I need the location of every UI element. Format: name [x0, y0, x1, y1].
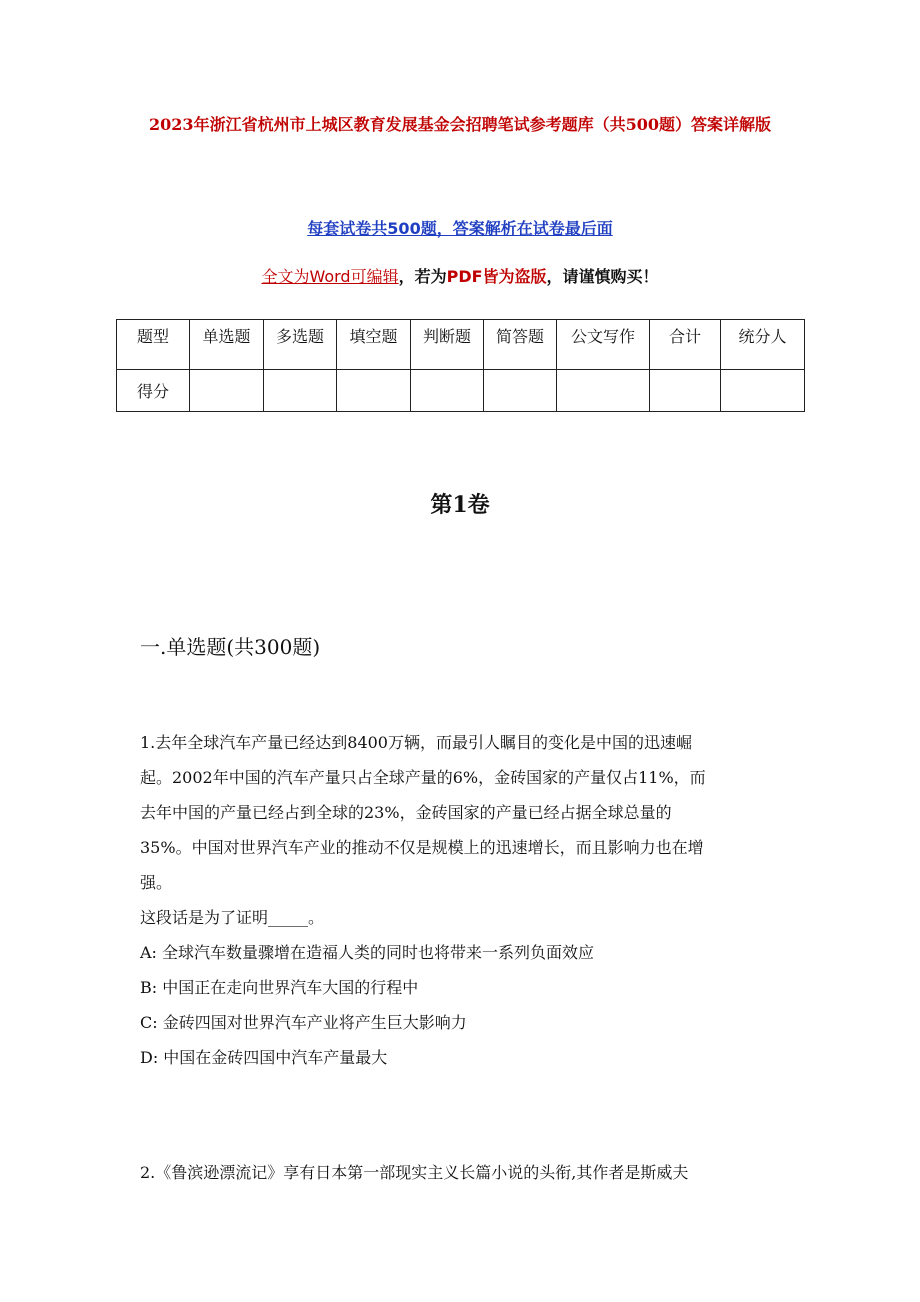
question-1 — [140, 725, 800, 1075]
question-text-line: 2.《鲁滨逊漂流记》享有日本第一部现实主义长篇小说的头衔,其作者是斯威夫 — [140, 1163, 689, 1182]
question-text-line: 强。 — [140, 873, 173, 892]
score-table-row-label: 得分 — [117, 370, 190, 412]
score-cell — [337, 370, 411, 412]
answer-option-d: D: 中国在金砖四国中汽车产量最大 — [140, 1048, 388, 1067]
notice-connector-text: ，若为 — [398, 267, 447, 286]
score-cell — [411, 370, 484, 412]
document-title: 2023年浙江省杭州市上城区教育发展基金会招聘笔试参考题库（共500题）答案详解版 — [149, 115, 771, 134]
answer-option-c: C: 金砖四国对世界汽车产业将产生巨大影响力 — [140, 1013, 467, 1032]
notice-pdf-piracy-text: PDF皆为盗版 — [446, 267, 547, 286]
score-cell — [650, 370, 721, 412]
question-text-line: 1.去年全球汽车产量已经达到8400万辆，而最引人瞩目的变化是中国的迅速崛 — [140, 733, 692, 752]
answer-option-a: A: 全球汽车数量骤增在造福人类的同时也将带来一系列负面效应 — [140, 943, 595, 962]
notice-editable-text: 全文为Word可编辑 — [261, 267, 399, 286]
score-table — [116, 319, 805, 412]
score-table-header-cell: 合计 — [650, 320, 721, 370]
notice-piracy-warning — [0, 265, 920, 289]
score-cell — [264, 370, 337, 412]
question-text-line: 去年中国的产量已经占到全球的23%，金砖国家的产量已经占据全球总量的 — [140, 803, 672, 822]
score-table-header-row — [117, 320, 805, 370]
answer-option-b: B: 中国正在走向世界汽车大国的行程中 — [140, 978, 419, 997]
score-table-header-cell: 统分人 — [721, 320, 805, 370]
score-table-header-cell: 公文写作 — [557, 320, 650, 370]
question-2 — [140, 1155, 800, 1190]
score-table-header-cell: 简答题 — [484, 320, 557, 370]
score-table-header-cell: 题型 — [117, 320, 190, 370]
score-table-header-cell: 填空题 — [337, 320, 411, 370]
question-text-line: 35%。中国对世界汽车产业的推动不仅是规模上的迅速增长，而且影响力也在增 — [140, 838, 704, 857]
score-cell — [190, 370, 264, 412]
question-prompt: 这段话是为了证明_____。 — [140, 908, 325, 927]
score-cell — [721, 370, 805, 412]
question-text-line: 起。2002年中国的汽车产量只占全球产量的6%，金砖国家的产量仅占11%，而 — [140, 768, 706, 787]
section-title: 一.单选题(共300题) — [140, 635, 321, 659]
score-table-header-cell: 多选题 — [264, 320, 337, 370]
score-table-score-row — [117, 370, 805, 412]
notice-question-count — [0, 217, 920, 241]
score-table-header-cell: 单选题 — [190, 320, 264, 370]
score-cell — [557, 370, 650, 412]
volume-title: 第1卷 — [430, 492, 490, 518]
score-cell — [484, 370, 557, 412]
notice-question-count-text: 每套试卷共500题，答案解析在试卷最后面 — [307, 219, 613, 238]
score-table-header-cell: 判断题 — [411, 320, 484, 370]
notice-caution-text: ，请谨慎购买！ — [546, 267, 659, 286]
